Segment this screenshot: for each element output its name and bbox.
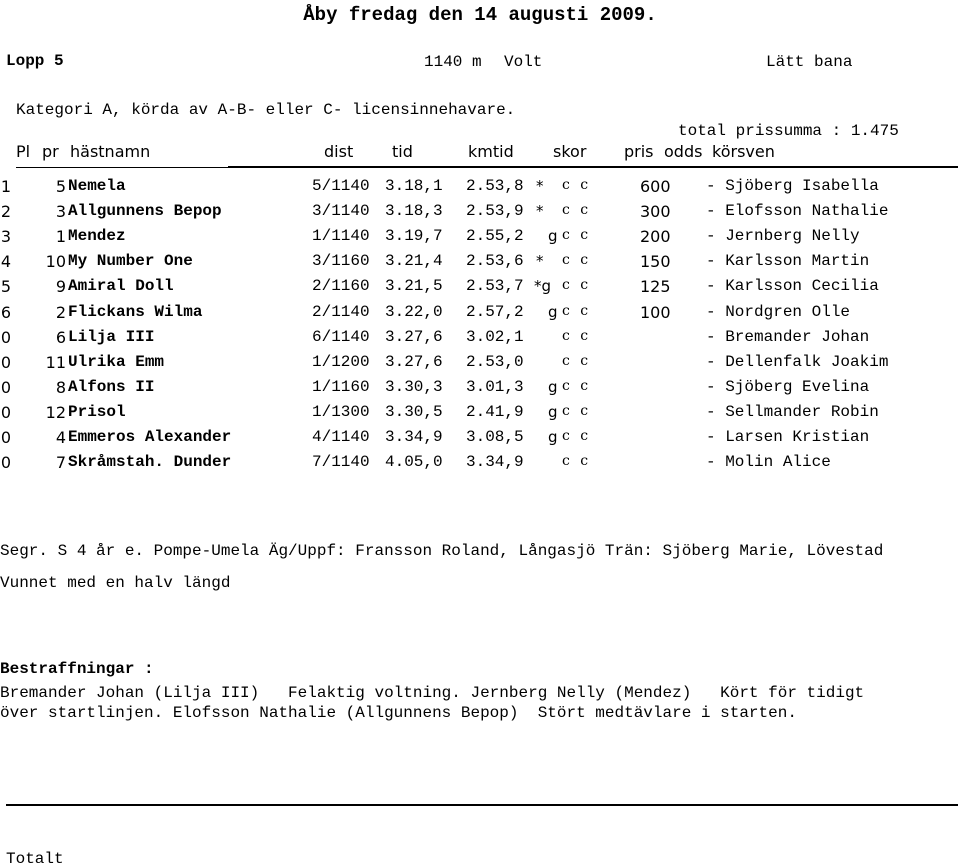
cell-prize: 125 <box>640 277 671 297</box>
col-header-odds: odds <box>664 142 703 161</box>
penalties-heading: Bestraffningar : <box>0 660 154 678</box>
cell-km-time: 2.57,2 <box>466 302 524 321</box>
cell-mark: g <box>548 428 558 446</box>
col-header-korsven: körsven <box>712 142 775 161</box>
cell-prize: 300 <box>640 202 671 222</box>
cell-horse-name: Lilja III <box>68 327 155 346</box>
cell-time: 3.19,7 <box>385 227 443 246</box>
cell-prize: 150 <box>640 252 671 272</box>
cell-shoes: c c <box>562 327 592 344</box>
cell-driver: - Bremander Johan <box>706 327 870 346</box>
cell-shoes: c c <box>562 428 592 444</box>
cell-place: 6 <box>0 302 12 322</box>
cell-driver: - Nordgren Olle <box>706 302 851 321</box>
cell-shoes: c c <box>562 177 592 193</box>
cell-km-time: 3.08,5 <box>466 428 524 446</box>
cell-horse-name: Prisol <box>68 402 126 421</box>
cell-time: 3.18,1 <box>385 177 443 195</box>
cell-post: 11 <box>45 352 66 372</box>
cell-shoes: c c <box>562 352 592 369</box>
cell-prize: 100 <box>640 302 671 322</box>
cell-post: 3 <box>55 202 66 222</box>
cell-post: 2 <box>55 302 66 322</box>
table-row <box>0 453 960 478</box>
cell-time: 3.22,0 <box>385 302 443 321</box>
cell-shoes: c c <box>562 402 592 419</box>
cell-time: 3.27,6 <box>385 352 443 371</box>
cell-shoes: c c <box>562 377 592 394</box>
col-header-kmtid: kmtid <box>468 142 514 161</box>
table-row <box>0 328 960 353</box>
cell-mark: g <box>548 377 558 396</box>
cell-horse-name: Emmeros Alexander <box>68 428 232 446</box>
cell-horse-name: Nemela <box>68 177 126 195</box>
cell-km-time: 2.53,7 <box>466 277 524 296</box>
cell-km-time: 2.53,0 <box>466 352 524 371</box>
cell-post: 1 <box>55 227 66 247</box>
table-row <box>0 277 960 302</box>
cell-post: 5 <box>55 177 66 196</box>
header-rule-right <box>228 166 958 168</box>
cell-place: 0 <box>0 402 12 422</box>
cell-mark: * <box>536 177 544 195</box>
cell-place: 0 <box>0 352 12 372</box>
penalties-line-1: Bremander Johan (Lilja III) Felaktig voltning. Jernberg Nelly (Mendez) Kört för tidigt <box>0 684 865 702</box>
cell-distance: 4/1140 <box>312 428 370 446</box>
cell-distance: 1/1200 <box>312 352 370 371</box>
cell-driver: - Karlsson Cecilia <box>706 277 879 296</box>
cell-time: 3.21,4 <box>385 252 443 271</box>
cell-driver: - Sellmander Robin <box>706 402 879 421</box>
cell-place: 0 <box>0 377 12 397</box>
cell-post: 6 <box>55 327 66 347</box>
table-row <box>0 202 960 227</box>
cell-km-time: 2.53,8 <box>466 177 524 195</box>
cell-mark: * <box>536 252 544 271</box>
cell-distance: 1/1140 <box>312 227 370 246</box>
page-title: Åby fredag den 14 augusti 2009. <box>303 4 657 26</box>
race-label: Lopp 5 <box>6 52 64 70</box>
track-condition: Lätt bana <box>766 53 853 71</box>
penalties-line-2: över startlinjen. Elofsson Nathalie (Allgunnens Bepop) Stört medtävlare i starten. <box>0 704 797 722</box>
cell-time: 3.34,9 <box>385 428 443 446</box>
cell-horse-name: Allgunnens Bepop <box>68 202 222 221</box>
cell-km-time: 3.34,9 <box>466 453 524 472</box>
cell-mark: g <box>548 302 558 321</box>
winner-info: Segr. S 4 år e. Pompe-Umela Äg/Uppf: Fransson Roland, Långasjö Trän: Sjöberg Marie, Lövestad <box>0 542 884 560</box>
col-header-skor: skor <box>553 142 587 161</box>
cell-prize: 600 <box>640 177 671 196</box>
cell-place: 4 <box>0 252 12 272</box>
cell-km-time: 3.01,3 <box>466 377 524 396</box>
cell-distance: 6/1140 <box>312 327 370 346</box>
cell-km-time: 3.02,1 <box>466 327 524 346</box>
cell-driver: - Jernberg Nelly <box>706 227 860 246</box>
cell-place: 0 <box>0 453 12 473</box>
race-distance: 1140 m <box>424 53 482 71</box>
col-header-name: hästnamn <box>70 142 151 161</box>
cell-horse-name: Alfons II <box>68 377 155 396</box>
cell-distance: 7/1140 <box>312 453 370 472</box>
cell-place: 3 <box>0 227 12 247</box>
cell-shoes: c c <box>562 277 592 294</box>
cell-time: 3.18,3 <box>385 202 443 221</box>
table-row <box>0 303 960 328</box>
cell-shoes: c c <box>562 453 592 470</box>
cell-mark: g <box>548 227 558 246</box>
table-row <box>0 227 960 252</box>
cell-horse-name: Mendez <box>68 227 126 246</box>
cell-distance: 1/1300 <box>312 402 370 421</box>
cell-distance: 3/1160 <box>312 252 370 271</box>
race-start-type: Volt <box>504 53 543 71</box>
bottom-divider <box>6 804 958 806</box>
cell-mark: * <box>536 202 544 221</box>
prize-total: total prissumma : 1.475 <box>678 122 899 140</box>
cell-driver: - Sjöberg Evelina <box>706 377 870 396</box>
cell-prize: 200 <box>640 227 671 247</box>
cell-post: 7 <box>55 453 66 473</box>
margin-note: Vunnet med en halv längd <box>0 574 231 592</box>
cell-horse-name: Flickans Wilma <box>68 302 203 321</box>
table-row <box>0 353 960 378</box>
cell-km-time: 2.53,9 <box>466 202 524 221</box>
header-rule-left <box>16 167 228 168</box>
cell-place: 5 <box>0 277 12 297</box>
cell-time: 3.27,6 <box>385 327 443 346</box>
cell-distance: 3/1140 <box>312 202 370 221</box>
cell-distance: 1/1160 <box>312 377 370 396</box>
cell-driver: - Karlsson Martin <box>706 252 870 271</box>
cell-driver: - Elofsson Nathalie <box>706 202 889 221</box>
cell-shoes: c c <box>562 202 592 219</box>
cell-post: 9 <box>55 277 66 297</box>
cell-driver: - Molin Alice <box>706 453 831 472</box>
cell-post: 4 <box>55 428 66 447</box>
col-header-dist: dist <box>324 142 354 161</box>
cell-km-time: 2.53,6 <box>466 252 524 271</box>
cell-horse-name: Ulrika Emm <box>68 352 165 371</box>
cell-shoes: c c <box>562 227 592 244</box>
cell-place: 0 <box>0 428 12 447</box>
cell-place: 0 <box>0 327 12 347</box>
cell-distance: 2/1160 <box>312 277 370 296</box>
cell-distance: 2/1140 <box>312 302 370 321</box>
cell-shoes: c c <box>562 252 592 269</box>
cell-time: 3.30,3 <box>385 377 443 396</box>
cell-horse-name: Amiral Doll <box>68 277 174 296</box>
cell-km-time: 2.41,9 <box>466 402 524 421</box>
cell-driver: - Dellenfalk Joakim <box>706 352 889 371</box>
cell-post: 10 <box>45 252 66 272</box>
table-row <box>0 252 960 277</box>
table-row <box>0 428 960 453</box>
cell-time: 3.30,5 <box>385 402 443 421</box>
totalt-label: Totalt <box>6 850 64 868</box>
cell-horse-name: My Number One <box>68 252 193 271</box>
cell-distance: 5/1140 <box>312 177 370 195</box>
cell-post: 8 <box>55 377 66 397</box>
table-row <box>0 378 960 403</box>
cell-time: 3.21,5 <box>385 277 443 296</box>
col-header-pr: pr <box>42 142 59 161</box>
cell-driver: - Sjöberg Isabella <box>706 177 879 195</box>
cell-shoes: c c <box>562 302 592 319</box>
table-row <box>0 177 960 202</box>
cell-mark: *g <box>534 277 552 296</box>
col-header-pris: pris <box>624 142 654 161</box>
col-header-tid: tid <box>392 142 413 161</box>
table-row <box>0 403 960 428</box>
cell-km-time: 2.55,2 <box>466 227 524 246</box>
race-category: Kategori A, körda av A-B- eller C- licensinnehavare. <box>16 101 516 119</box>
cell-driver: - Larsen Kristian <box>706 428 870 446</box>
cell-place: 1 <box>0 177 12 196</box>
col-header-pl: Pl <box>16 142 31 161</box>
cell-mark: g <box>548 402 558 421</box>
cell-horse-name: Skråmstah. Dunder <box>68 453 232 472</box>
cell-post: 12 <box>45 402 66 422</box>
cell-place: 2 <box>0 202 12 222</box>
cell-time: 4.05,0 <box>385 453 443 472</box>
